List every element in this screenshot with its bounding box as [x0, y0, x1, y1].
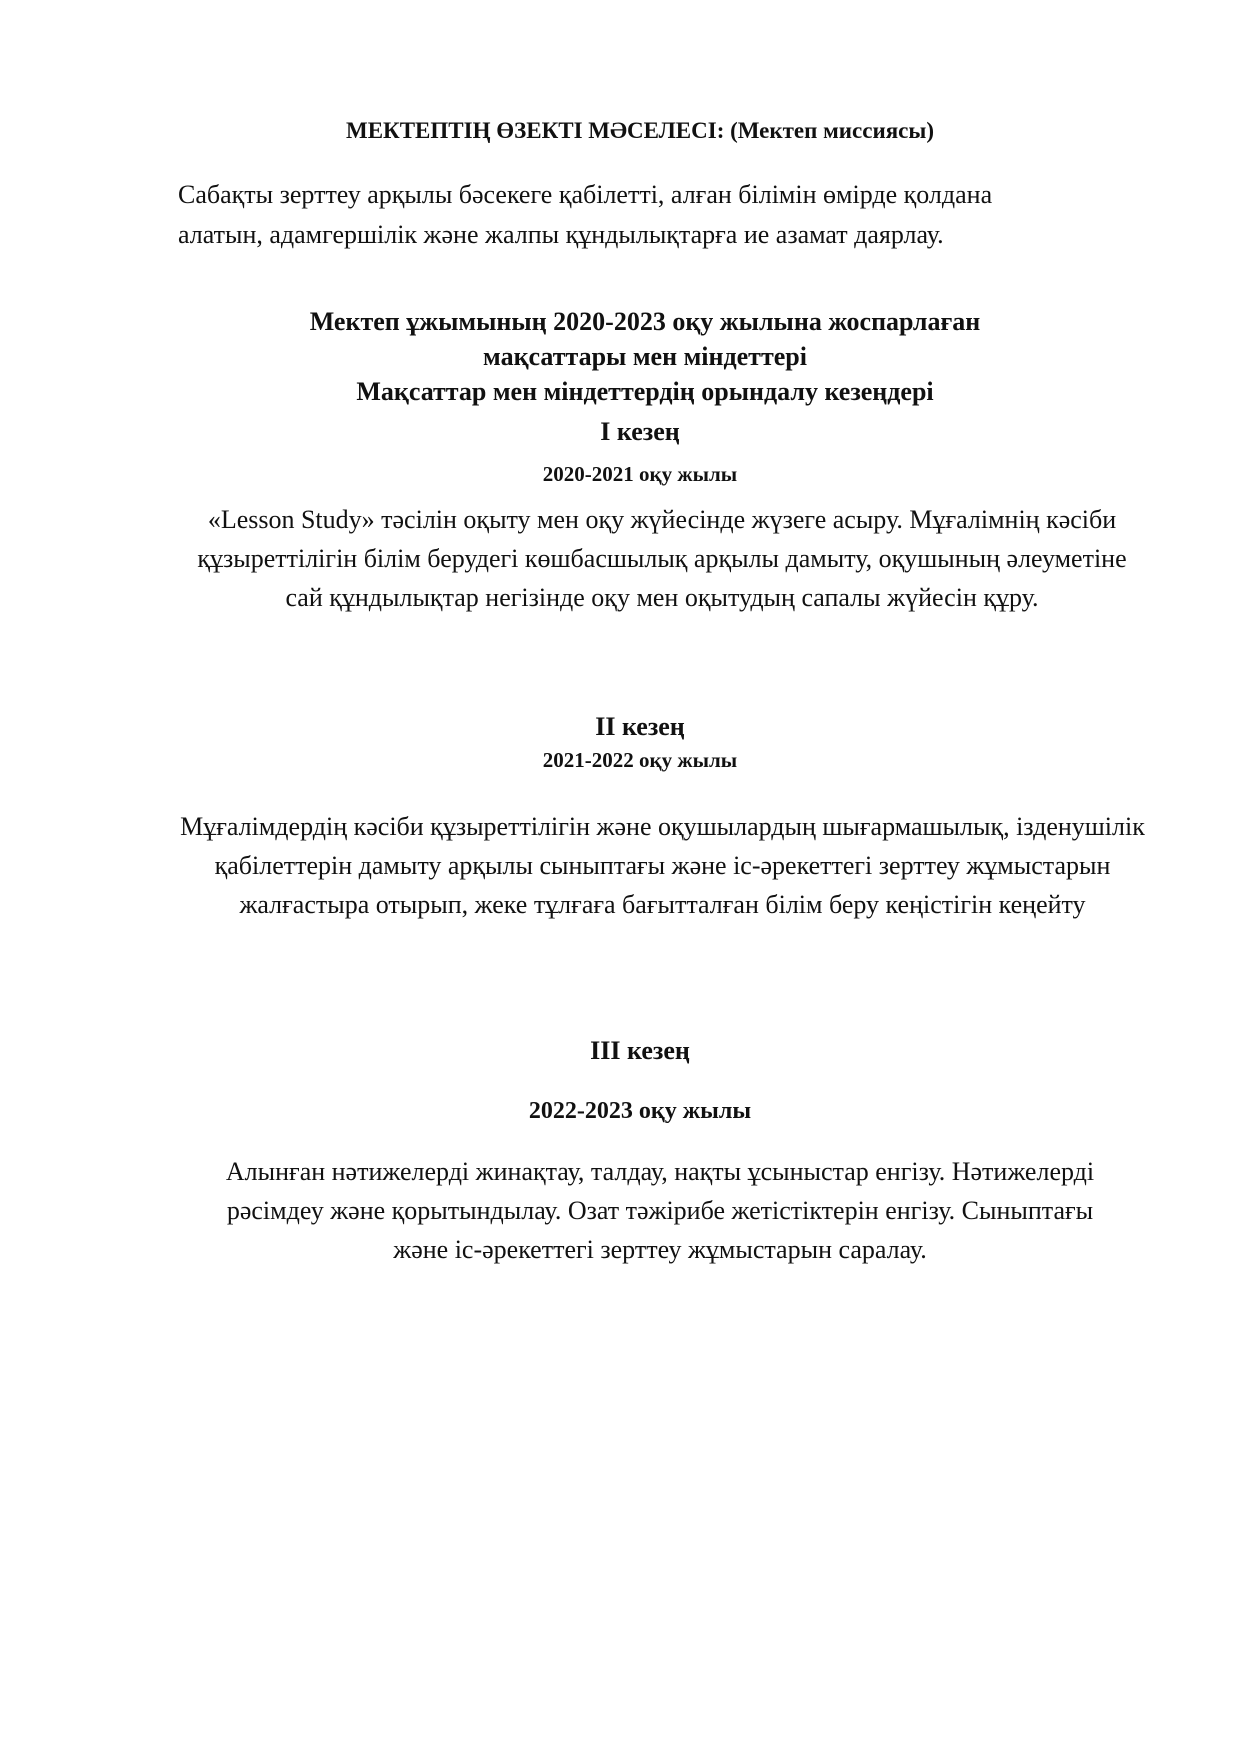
stage-1-text: «Lesson Study» тәсілін оқыту мен оқу жүйесінде жүзеге асыру. Мұғалімнің кәсіби құзыреттілігін білім берудегі көшбасшылық арқылы дамыту, оқушының әлеуметіне сай құндылықтар негізінде оқу мен оқытудың сапалы жүйесін құру.	[197, 505, 1127, 612]
goals-heading	[0, 304, 1240, 409]
mission-text: Сабақты зерттеу арқылы бәсекеге қабілетті, алған білімін өмірде қолдана алатын, адамгершілік және жалпы құндылықтарға ие азамат даярлау.	[178, 180, 993, 249]
stage-2-text: Мұғалімдердің кәсіби құзыреттілігін және оқушылардың шығармашылық, ізденушілік қабілеттерін дамыту арқылы сыныптағы және іс-әрекеттегі зерттеу жұмыстарын жалғастыра отырып, жеке тұлғаға бағытталған білім беру кеңістігін кеңейту	[180, 812, 1145, 919]
stage-2-title: II кезең	[595, 712, 685, 741]
stage-1-title: I кезең	[600, 417, 680, 446]
stage-3-text: Алынған нәтижелерді жинақтау, талдау, нақты ұсыныстар енгізу. Нәтижелерді рәсімдеу және қорытындылау. Озат тәжірибе жетістіктерін енгізу. Сыныптағы және іс-әрекеттегі зерттеу жұмыстарын саралау.	[225, 1157, 1095, 1264]
goals-heading-line: Мектеп ұжымының 2020-2023 оқу жылына жоспарлаған	[309, 307, 981, 336]
mission-title: МЕКТЕПТІҢ ӨЗЕКТІ МӘСЕЛЕСІ: (Мектеп миссиясы)	[345, 118, 934, 143]
stage-1-year: 2020-2021 оқу жылы	[542, 462, 738, 486]
goals-heading-line: мақсаттары мен міндеттері	[483, 342, 807, 371]
stage-3-title: III кезең	[590, 1036, 690, 1065]
stage-3-year: 2022-2023 оқу жылы	[528, 1098, 752, 1124]
goals-heading-line: Мақсаттар мен міндеттердің орындалу кезеңдері	[356, 377, 934, 406]
stage-2-year: 2021-2022 оқу жылы	[542, 748, 738, 772]
